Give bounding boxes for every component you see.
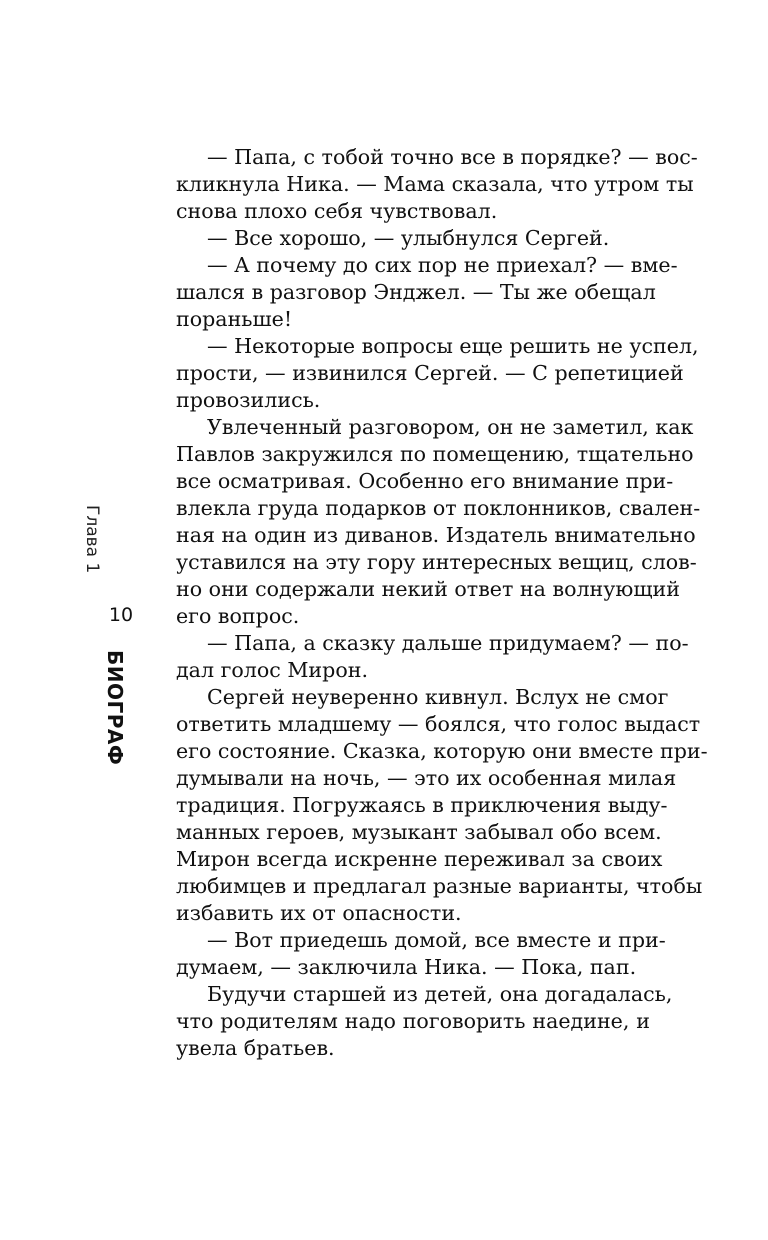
text-line: — Вот приедешь домой, все вместе и при- [207,928,666,952]
text-line: уставился на эту гору интересных вещиц, слов- [176,550,697,574]
paragraph [176,927,666,981]
body-text [176,144,708,1062]
paragraph [176,684,708,927]
paragraph [176,981,673,1062]
text-line: снова плохо себя чувствовал. [176,199,498,223]
paragraph [176,630,689,684]
text-line: ная на один из диванов. Издатель внимательно [176,523,696,547]
text-line: Сергей неуверенно кивнул. Вслух не смог [207,685,669,709]
text-line: что родителям надо поговорить наедине, и [176,1009,650,1033]
text-line: но они содержали некий ответ на волнующий [176,577,680,601]
text-line: провозились. [176,388,321,412]
text-line: избавить их от опасности. [176,901,462,925]
text-line: влекла груда подарков от поклонников, свален- [176,496,701,520]
text-line: традиция. Погружаясь в приключения выду- [176,793,668,817]
text-line: — А почему до сих пор не приехал? — вме- [207,253,678,277]
book-title: БИОГРАФ [103,650,127,766]
text-line: — Папа, а сказку дальше придумаем? — по- [207,631,689,655]
paragraph [176,225,650,252]
text-line: ответить младшему — боялся, что голос выдаст [176,712,701,736]
page-number: 10 [108,604,134,626]
text-line: Будучи старшей из детей, она догадалась, [207,982,673,1006]
text-line: дал голос Мирон. [176,658,369,682]
paragraph [176,144,698,225]
text-line: Увлеченный разговором, он не заметил, как [207,415,694,439]
text-line: кликнула Ника. — Мама сказала, что утром ты [176,172,694,196]
text-line: любимцев и предлагал разные варианты, чтобы [176,874,703,898]
chapter-label: Глава 1 [82,505,102,574]
text-line: шался в разговор Энджел. — Ты же обещал [176,280,656,304]
text-line: — Некоторые вопросы еще решить не успел, [207,334,699,358]
text-line: прости, — извинился Сергей. — С репетицией [176,361,684,385]
text-line: Мирон всегда искренне переживал за своих [176,847,663,871]
text-line: — Все хорошо, — улыбнулся Сергей. [207,226,610,250]
text-line: думаем, — заключила Ника. — Пока, пап. [176,955,637,979]
text-line: — Папа, с тобой точно все в порядке? — вос- [207,145,698,169]
text-line: Павлов закружился по помещению, тщательно [176,442,694,466]
text-line: его состояние. Сказка, которую они вместе при- [176,739,708,763]
paragraph [176,333,699,414]
paragraph [176,252,678,333]
text-line: манных героев, музыкант забывал обо всем. [176,820,662,844]
text-line: увела братьев. [176,1036,335,1060]
text-line: пораньше! [176,307,293,331]
text-line: все осматривая. Особенно его внимание при- [176,469,674,493]
text-line: думывали на ночь, — это их особенная милая [176,766,677,790]
text-line: его вопрос. [176,604,300,628]
paragraph [176,414,701,630]
